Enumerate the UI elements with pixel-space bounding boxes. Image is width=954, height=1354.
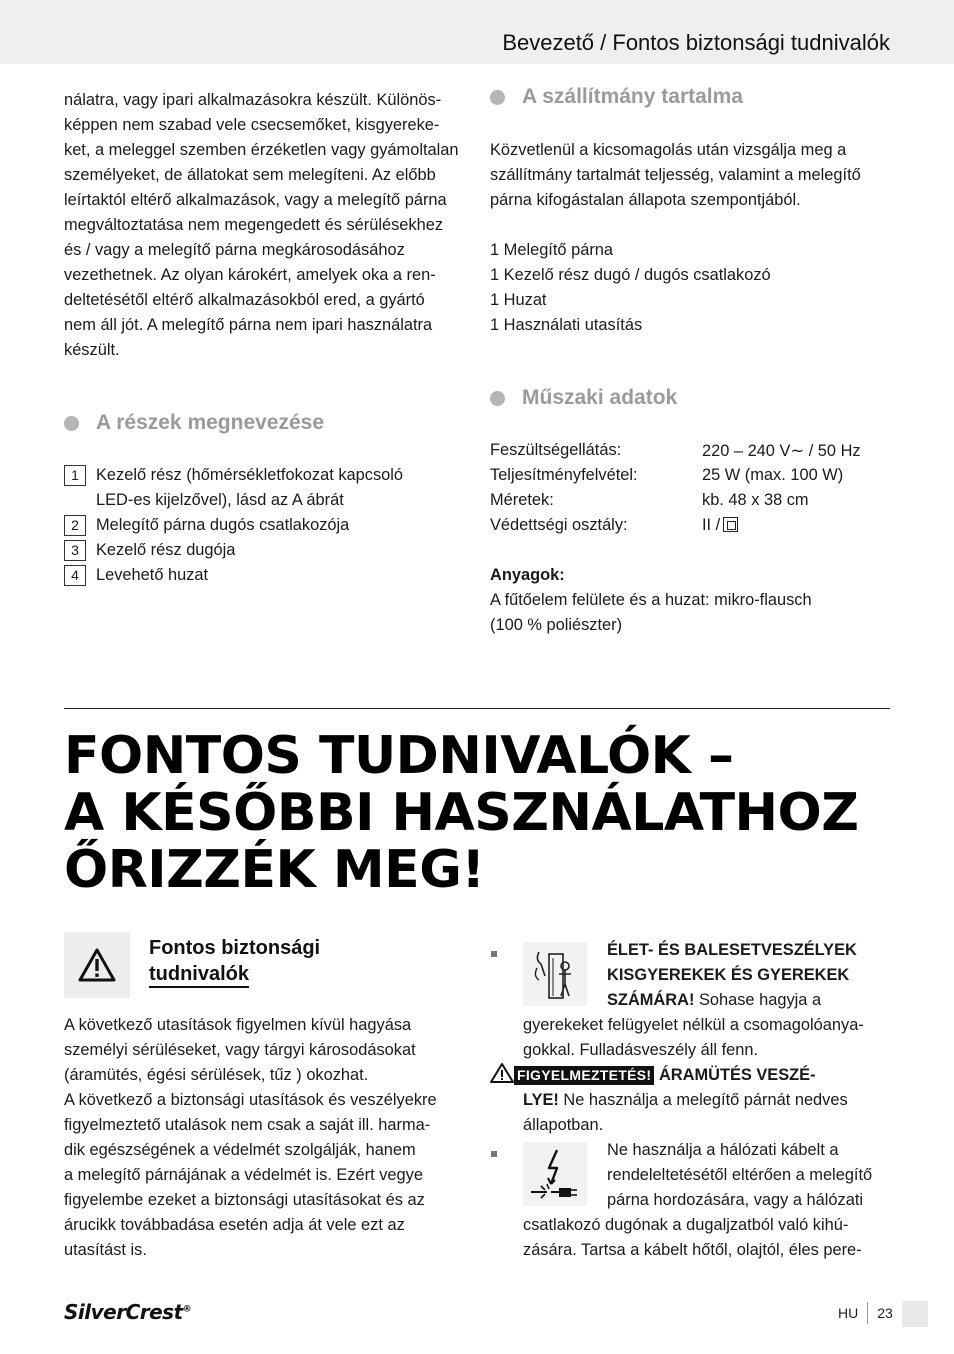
warning-text: KISGYEREKEK ÉS GYEREKEK (607, 966, 850, 984)
language-code: HU (838, 1305, 859, 1321)
delivery-section-heading (490, 85, 743, 109)
part-label: Kezelő rész (hőmérsékletfokozat kapcsoló (96, 466, 404, 484)
cable-warning-head (607, 1138, 897, 1213)
part-label: Kezelő rész dugója (96, 541, 236, 559)
child-packaging-hazard-icon (523, 942, 587, 1006)
spec-value: 25 W (max. 100 W) (702, 466, 844, 484)
warning-triangle-icon (490, 1063, 514, 1083)
part-item (64, 463, 464, 488)
horizontal-divider (64, 708, 890, 709)
text-line: dik egészségének a védelmét szolgálják, hanem (64, 1141, 416, 1159)
list-item: 1 Melegítő párna (490, 241, 614, 259)
text-line: készült. (64, 341, 120, 359)
page-number: 23 (877, 1305, 893, 1321)
spec-label: Teljesítményfelvétel: (490, 466, 638, 484)
spec-row (490, 513, 861, 538)
heading-line: FONTOS TUDNIVALÓK – (64, 726, 734, 786)
text-line: (100 % poliészter) (490, 616, 623, 634)
text-line: személyeket, de állatokat sem melegíteni. Az előbb (64, 166, 436, 184)
protection-class-ii-icon (723, 517, 738, 532)
spec-value (702, 516, 738, 535)
spec-label: Védettségi osztály: (490, 516, 628, 534)
spec-label: Feszültségellátás: (490, 441, 622, 459)
square-bullet-icon (491, 951, 497, 957)
warning-text: Sohase hagyja a (694, 991, 822, 1009)
part-item (64, 538, 464, 563)
registered-mark: ® (182, 1304, 192, 1315)
text-line: (áramütés, égési sérülések, tűz ) okozhat. (64, 1066, 369, 1084)
intro-paragraph (64, 88, 464, 363)
section-title: Műszaki adatok (522, 386, 678, 409)
text-line: A következő a biztonsági utasítások és veszélyekre (64, 1091, 437, 1109)
warning-line (607, 988, 897, 1013)
spec-label: Méretek: (490, 491, 554, 509)
text-line: gyerekeket felügyelet nélkül a csomagolóanya- (523, 1016, 864, 1034)
warning-text: SZÁMÁRA! (607, 991, 695, 1009)
footer-divider (867, 1302, 868, 1324)
spec-value: 220 – 240 V∼ / 50 Hz (702, 441, 861, 460)
part-number-box: 4 (64, 565, 86, 586)
text-line: vezethetnek. Az olyan károkért, amelyek oka a ren- (64, 266, 436, 284)
spec-row (490, 463, 861, 488)
spec-table (490, 438, 861, 538)
delivery-items (490, 238, 890, 338)
part-number-box: 3 (64, 540, 86, 561)
part-label: Melegítő párna dugós csatlakozója (96, 516, 350, 534)
cable-warning-body (523, 1213, 893, 1263)
text-line: utasítást is. (64, 1241, 147, 1259)
text-line: A fűtőelem felülete és a huzat: mikro-flausch (490, 591, 812, 609)
text-line: képpen nem szabad vele csecsemőket, kisgyereke- (64, 116, 440, 134)
tech-section-heading (490, 386, 677, 410)
heading-line: ŐRIZZÉK MEG! (64, 840, 485, 900)
text-line: állapotban. (523, 1116, 604, 1134)
warning-line (490, 1063, 890, 1088)
delivery-intro (490, 138, 890, 213)
text-line: nem áll jót. A melegítő párna nem ipari használatra (64, 316, 433, 334)
part-label-continued: LED-es kijelzővel), lásd az A ábrát (96, 491, 344, 509)
text-line: ket, a meleggel szemben érzéketlen vagy gyámoltalan (64, 141, 459, 159)
children-warning-head (607, 938, 897, 1013)
warning-text: LYE! (523, 1091, 559, 1109)
safety-title-line: Fontos biztonsági (149, 937, 321, 959)
section-bullet-icon (490, 90, 505, 105)
protection-class-text: II / (702, 516, 721, 534)
text-line: és / vagy a melegítő párna megkárosodásához (64, 241, 405, 259)
text-line: figyelembe ezeket a biztonsági utasításokat és az (64, 1191, 425, 1209)
parts-list (64, 463, 464, 588)
electric-warning (490, 1063, 890, 1138)
spec-row (490, 438, 861, 463)
text-line: szállítmány tartalmát teljesség, valamint a melegítő (490, 166, 861, 184)
list-item: 1 Használati utasítás (490, 316, 643, 334)
text-line: zására. Tartsa a kábelt hőtől, olajtól, éles pere- (523, 1241, 862, 1259)
text-line: Közvetlenül a kicsomagolás után vizsgálja meg a (490, 141, 847, 159)
children-warning-body (523, 1013, 893, 1063)
electric-shock-hazard-icon (523, 1142, 587, 1206)
page-header-title: Bevezető / Fontos biztonsági tudnivalók (502, 30, 890, 55)
parts-section-heading (64, 411, 324, 435)
text-line: Ne használja a hálózati kábelt a (607, 1141, 839, 1159)
warning-text: ÁRAMÜTÉS VESZÉ- (654, 1066, 816, 1084)
section-bullet-icon (64, 416, 79, 431)
text-line: gokkal. Fulladásveszély áll fenn. (523, 1041, 759, 1059)
page-tab-marker (902, 1301, 928, 1327)
text-line: A következő utasítások figyelmen kívül hagyása (64, 1016, 412, 1034)
list-item: 1 Huzat (490, 291, 547, 309)
text-line: párna hordozására, vagy a hálózati (607, 1191, 864, 1209)
part-label: Levehető huzat (96, 566, 209, 584)
section-title: A szállítmány tartalma (522, 85, 743, 108)
spec-value: kb. 48 x 38 cm (702, 491, 809, 509)
materials-title: Anyagok: (490, 566, 565, 584)
warning-line (490, 1088, 890, 1113)
page-footer (838, 1302, 893, 1324)
materials-block (490, 563, 890, 638)
heading-line: A KÉSŐBBI HASZNÁLATHOZ (64, 783, 859, 843)
safety-paragraph (64, 1013, 464, 1263)
section-bullet-icon (490, 391, 505, 406)
safety-title (149, 935, 320, 988)
text-line: megváltoztatása nem megengedett és sérülésekhez (64, 216, 444, 234)
text-line: rendeleltetésétől eltérően a melegítő (607, 1166, 873, 1184)
list-item: 1 Kezelő rész dugó / dugós csatlakozó (490, 266, 771, 284)
text-line: árucikk továbbadása esetén adja át vele ezt az (64, 1216, 405, 1234)
main-heading (64, 728, 858, 899)
text-line: leírtaktól eltérő alkalmazások, vagy a melegítő párna (64, 191, 447, 209)
part-number-box: 1 (64, 465, 86, 486)
text-line: deltetésétől eltérő alkalmazásokból ered, a gyártó (64, 291, 425, 309)
part-item (64, 513, 464, 538)
warning-label-badge: FIGYELMEZTETÉS! (514, 1066, 654, 1085)
warning-text: Ne használja a melegítő párnát nedves (558, 1091, 848, 1109)
text-line: személyi sérüléseket, vagy tárgyi károsodásokat (64, 1041, 416, 1059)
square-bullet-icon (491, 1151, 497, 1157)
part-number-box: 2 (64, 515, 86, 536)
text-line: párna kifogástalan állapota szempontjából. (490, 191, 801, 209)
text-line: nálatra, vagy ipari alkalmazásokra készült. Különös- (64, 91, 442, 109)
spec-row (490, 488, 861, 513)
text-line: a melegítő párnájának a védelmét is. Ezért vegye (64, 1166, 423, 1184)
brand-logo (64, 1300, 191, 1324)
safety-title-line: tudnivalók (149, 963, 249, 988)
text-line: figyelmeztető utalások nem csak a saját ill. harma- (64, 1116, 431, 1134)
section-title: A részek megnevezése (96, 411, 325, 434)
warning-triangle-icon (64, 932, 130, 998)
text-line: csatlakozó dugónak a dugaljzatból való kihú- (523, 1216, 849, 1234)
part-item (64, 563, 464, 588)
warning-text: ÉLET- ÉS BALESETVESZÉLYEK (607, 941, 857, 959)
brand-name: SilverCrest (64, 1300, 183, 1324)
